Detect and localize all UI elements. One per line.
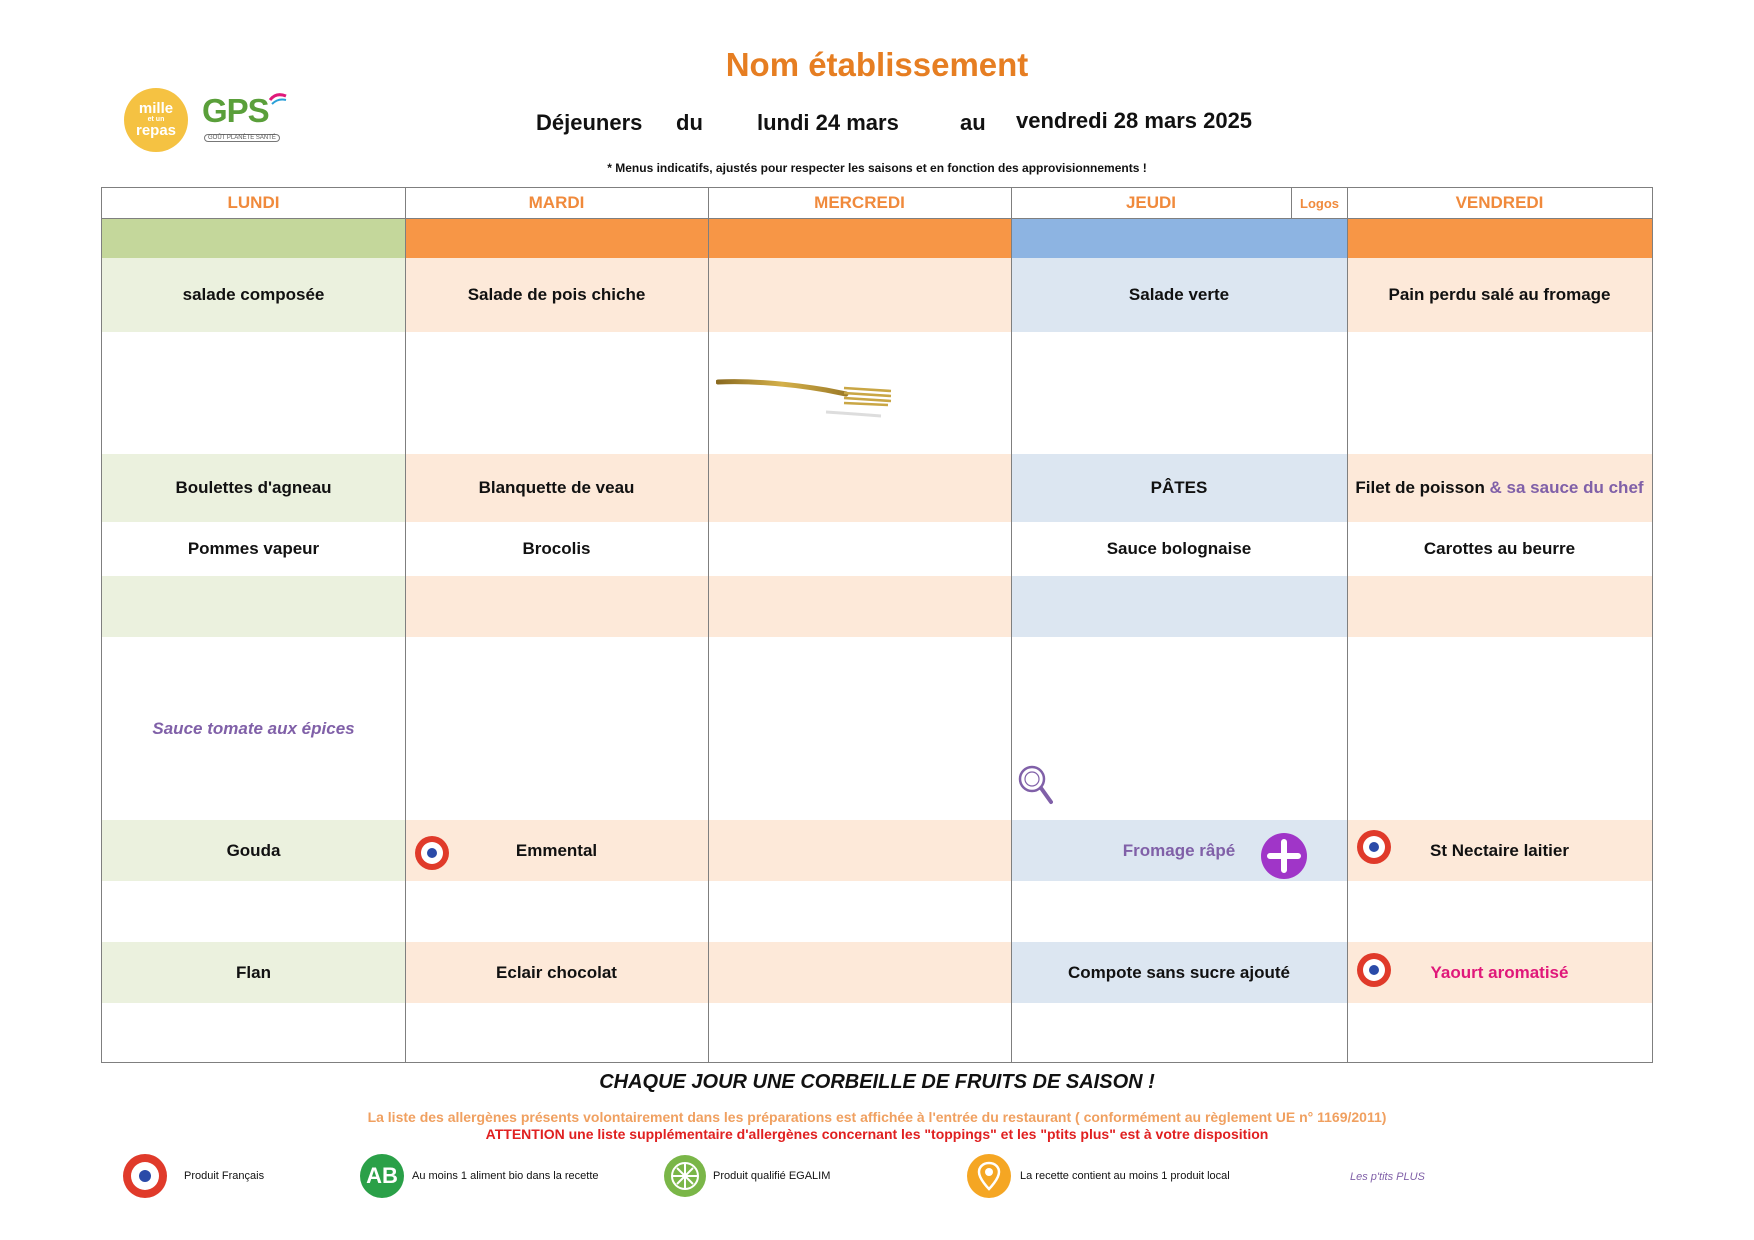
cheese-cell bbox=[708, 820, 1011, 881]
column-mercredi bbox=[708, 188, 1011, 1062]
extra-cell bbox=[1347, 576, 1652, 637]
day-header-lundi: LUNDI bbox=[227, 193, 280, 212]
organic-ab-icon bbox=[360, 1154, 404, 1198]
dessert-cell: Yaourt aromatisé bbox=[1347, 942, 1652, 1003]
side-cell: Sauce bolognaise bbox=[1106, 539, 1252, 558]
logo-line: mille bbox=[138, 100, 174, 117]
column-mardi bbox=[405, 188, 708, 1062]
allergen-note: La liste des allergènes présents volontairement dans les préparations est affichée à l'entrée du restaurant ( conformément au règlement UE n° 1169/2011) bbox=[367, 1109, 1387, 1125]
column-divider bbox=[1347, 188, 1348, 1062]
ptits-plus-icon bbox=[1260, 832, 1308, 880]
header-divider bbox=[102, 218, 1652, 219]
starter-cell: salade composée bbox=[102, 258, 405, 332]
cheese-cell: Fromage râpé bbox=[1011, 820, 1347, 881]
french-product-icon bbox=[122, 1153, 168, 1199]
main-cell bbox=[708, 454, 1011, 522]
column-divider bbox=[708, 188, 709, 1062]
legend-egalim bbox=[663, 1153, 830, 1199]
mille-et-un-repas-logo bbox=[124, 88, 188, 152]
gps-logo bbox=[202, 92, 292, 148]
organic-ab-icon-text: AB bbox=[366, 1163, 398, 1188]
color-band bbox=[1011, 218, 1347, 258]
column-lundi bbox=[102, 188, 405, 1062]
legend-text: Au moins 1 aliment bio dans la recette bbox=[412, 1170, 599, 1182]
starter-cell bbox=[708, 258, 1011, 332]
side-cell: Pommes vapeur bbox=[187, 539, 320, 558]
extra-cell bbox=[405, 576, 708, 637]
color-band bbox=[405, 218, 708, 258]
side-cell: Brocolis bbox=[522, 539, 591, 558]
color-band bbox=[1347, 218, 1652, 258]
dessert-cell: Compote sans sucre ajouté bbox=[1011, 942, 1347, 1003]
search-icon bbox=[1017, 764, 1053, 810]
french-product-icon bbox=[1355, 828, 1393, 866]
column-jeudi bbox=[1011, 188, 1347, 1062]
day-header-jeudi: JEUDI bbox=[1125, 193, 1177, 212]
main-dish: Filet de poisson bbox=[1355, 478, 1485, 497]
column-vendredi bbox=[1347, 188, 1652, 1062]
extra-cell bbox=[102, 576, 405, 637]
french-product-icon bbox=[413, 834, 451, 872]
gps-swirl-icon bbox=[268, 92, 288, 108]
dessert-cell: Flan bbox=[102, 942, 405, 1003]
legend-french bbox=[122, 1153, 264, 1199]
day-header-mercredi: MERCREDI bbox=[814, 193, 905, 212]
period-label: Déjeuners bbox=[536, 110, 643, 135]
menu-disclaimer: * Menus indicatifs, ajustés pour respecter les saisons et en fonction des approvisionnements ! bbox=[607, 161, 1147, 175]
main-cell: PÂTES bbox=[1011, 454, 1347, 522]
main-cell: Blanquette de veau bbox=[405, 454, 708, 522]
local-product-icon bbox=[966, 1153, 1012, 1199]
french-product-icon bbox=[1355, 951, 1393, 989]
color-band bbox=[102, 218, 405, 258]
gps-logo-subtitle: GOÛT PLANÈTE SANTÉ bbox=[204, 134, 280, 142]
from-date: lundi 24 mars bbox=[757, 110, 899, 135]
gps-logo-text: GPS bbox=[202, 92, 269, 129]
cheese-cell: Emmental bbox=[405, 820, 708, 881]
weekly-menu-table bbox=[101, 187, 1653, 1063]
legend-local bbox=[966, 1153, 1230, 1199]
main-cell bbox=[1347, 454, 1652, 522]
legend-text: Produit qualifié EGALIM bbox=[713, 1170, 831, 1182]
color-band bbox=[708, 218, 1011, 258]
extra-cell bbox=[1011, 576, 1347, 637]
starter-cell: Salade verte bbox=[1011, 258, 1347, 332]
logo-line: repas bbox=[135, 122, 177, 139]
legend-ptits-plus: Les p'tits PLUS bbox=[1350, 1171, 1425, 1183]
attention-note: ATTENTION une liste supplémentaire d'allergènes concernant les "toppings" et les "ptits plus" est à votre disposition bbox=[485, 1126, 1269, 1142]
cheese-cell: St Nectaire laitier bbox=[1347, 820, 1652, 881]
to-label: au bbox=[960, 110, 986, 135]
main-dish-extra: & sa sauce du chef bbox=[1484, 478, 1644, 497]
from-label: du bbox=[676, 110, 703, 135]
to-date: vendredi 28 mars 2025 bbox=[1016, 108, 1253, 133]
logos-label: Logos bbox=[1300, 195, 1339, 211]
day-header-mardi: MARDI bbox=[528, 193, 585, 212]
day-header-vendredi: VENDREDI bbox=[1455, 193, 1544, 212]
dessert-cell: Eclair chocolat bbox=[405, 942, 708, 1003]
establishment-title: Nom établissement bbox=[725, 46, 1029, 83]
column-divider bbox=[1011, 188, 1012, 1062]
fruit-basket-note: CHAQUE JOUR UNE CORBEILLE DE FRUITS DE SAISON ! bbox=[599, 1071, 1155, 1093]
column-divider bbox=[405, 188, 406, 1062]
egalim-icon bbox=[663, 1154, 707, 1198]
legend-text: La recette contient au moins 1 produit local bbox=[1020, 1170, 1230, 1182]
sauce-cell: Sauce tomate aux épices bbox=[152, 718, 355, 738]
starter-cell: Salade de pois chiche bbox=[405, 258, 708, 332]
fork-icon bbox=[716, 372, 894, 422]
legend-text: Produit Français bbox=[184, 1170, 265, 1182]
legend-bio bbox=[360, 1153, 599, 1199]
starter-cell: Pain perdu salé au fromage bbox=[1347, 258, 1652, 332]
cheese-cell: Gouda bbox=[102, 820, 405, 881]
side-cell: Carottes au beurre bbox=[1423, 539, 1576, 558]
extra-cell bbox=[708, 576, 1011, 637]
dessert-cell bbox=[708, 942, 1011, 1003]
main-cell: Boulettes d'agneau bbox=[102, 454, 405, 522]
logo-line: et un bbox=[147, 116, 165, 123]
